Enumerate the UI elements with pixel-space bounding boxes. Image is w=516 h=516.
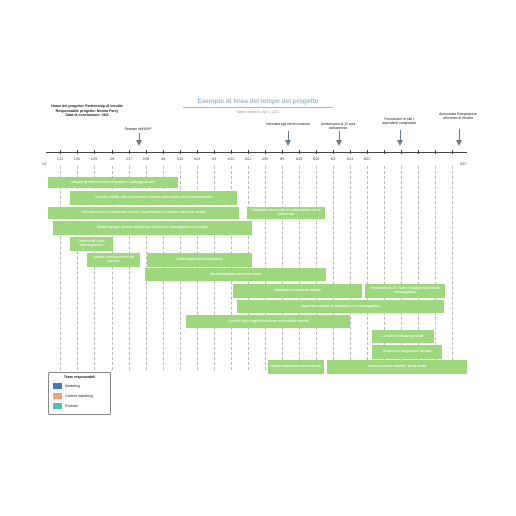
milestone-label: Formazione di tutti i dipendenti completata xyxy=(382,117,416,126)
axis-tick-label: 5/9 xyxy=(279,157,285,161)
milestone-label: Annunciata l'integrazione all'evento di vendita xyxy=(439,112,477,121)
legend-swatch xyxy=(53,393,62,399)
axis-tick xyxy=(401,150,402,154)
legend-item xyxy=(53,393,93,399)
axis-tick xyxy=(163,150,164,154)
grid-line xyxy=(60,166,61,370)
project-end-date: Data di conclusione: 26/4 xyxy=(65,113,109,118)
axis-tick xyxy=(367,150,368,154)
axis-tick xyxy=(282,150,283,154)
axis-tick xyxy=(435,150,436,154)
axis-tick-label: 4/30 xyxy=(261,157,269,161)
task-bar: Mappati gli elementi della campagna e i passaggi ad essi xyxy=(48,177,178,188)
axis-tick xyxy=(333,150,334,154)
milestone-marker xyxy=(336,140,342,146)
project-name: Nome del progetto: Partnership di vendite xyxy=(51,104,123,108)
task-bar: Formazione di CS, Sales e Support sulla nuova messaggistica xyxy=(365,284,445,298)
axis-end-label: 5/27 xyxy=(460,162,467,166)
axis-tick xyxy=(384,150,385,154)
axis-tick-label: 2/8 xyxy=(109,157,115,161)
milestone-marker xyxy=(136,140,142,146)
axis-tick-label: 4/3 xyxy=(211,157,217,161)
grid-line xyxy=(435,166,436,370)
task-bar: Lancio promosso d'ambiti / social media xyxy=(327,360,467,374)
legend-label: Content marketing xyxy=(65,394,93,398)
legend-label: Prodotto xyxy=(65,404,78,408)
grid-line xyxy=(350,166,351,370)
project-info xyxy=(48,104,126,118)
legend xyxy=(48,372,111,415)
task-bar: Aggiornati materiali di marketing con la messaggistica xyxy=(237,300,444,313)
axis-tick xyxy=(265,150,266,154)
axis-tick-label: 3/15 xyxy=(176,157,184,161)
axis-tick xyxy=(452,150,453,154)
axis-tick-label: 4/21 xyxy=(244,157,252,161)
milestone-stem xyxy=(339,131,340,140)
legend-title: Team responsabili xyxy=(63,375,96,379)
milestone-marker xyxy=(397,140,403,146)
axis-tick-label: 3/24 xyxy=(193,157,201,161)
milestone-stem xyxy=(288,131,289,140)
milestone-stem xyxy=(139,133,140,140)
task-bar: Raccolti feedback interni ed esterni xyxy=(145,268,326,281)
milestone-label: Anniversario di 10 anni dall'azienda xyxy=(320,122,356,131)
axis-tick xyxy=(146,150,147,154)
axis-tick-label: 2/17 xyxy=(125,157,133,161)
grid-line xyxy=(333,166,334,370)
axis-tick-label: 1/20 xyxy=(73,157,81,161)
grid-line xyxy=(367,166,368,370)
axis-tick-label: 4/12 xyxy=(227,157,235,161)
axis-tick xyxy=(214,150,215,154)
task-bar: Pubblicato elenco sullo la collaborazione con la partnership xyxy=(247,207,325,219)
axis-tick xyxy=(180,150,181,154)
legend-label: Marketing xyxy=(65,384,80,388)
task-bar: Concetto iniziale sulla concorrenza e stabilire parte chiave per il posizionamento xyxy=(70,191,237,205)
axis-tick xyxy=(94,150,95,154)
legend-item xyxy=(53,403,78,409)
task-bar: Lanciato la release generale xyxy=(372,330,434,343)
milestone-marker xyxy=(456,140,462,146)
task-bar: Sotto-elenco per la partnership con tutti i rappresentanti di vendita e direzione vendite xyxy=(48,207,239,219)
task-bar: Determinati i costi dell'integrazione xyxy=(70,237,113,251)
grid-line xyxy=(452,166,453,370)
axis-tick xyxy=(197,150,198,154)
milestone-stem xyxy=(400,130,401,140)
legend-item xyxy=(53,383,80,389)
axis-tick xyxy=(231,150,232,154)
axis-tick-label: 2/26 xyxy=(142,157,150,161)
legend-swatch xyxy=(53,383,62,389)
title-underline xyxy=(183,107,333,108)
axis-tick xyxy=(129,150,130,154)
axis-tick xyxy=(316,150,317,154)
axis-tick xyxy=(350,150,351,154)
task-bar: Annuncio di integrazione ultimato xyxy=(372,345,442,359)
task-bar: Corretti i bug in seguito sulla base dei feedback raccolti xyxy=(186,315,350,328)
timeline-axis xyxy=(46,152,467,153)
task-bar: Scritta pagina delle integrazioni xyxy=(147,253,252,267)
axis-tick xyxy=(60,150,61,154)
axis-tick xyxy=(418,150,419,154)
axis-tick-label: 1/29 xyxy=(90,157,98,161)
axis-tick-label: 5/18 xyxy=(295,157,303,161)
task-bar: Materiale di formazione ultimato xyxy=(233,284,362,298)
axis-tick-label: 5/26 xyxy=(312,157,320,161)
page-title: Esempio di linea del tempo del progetto xyxy=(197,98,319,105)
axis-tick-label: 6/3 xyxy=(330,157,336,161)
axis-tick-label: 3/6 xyxy=(160,157,166,161)
axis-tick xyxy=(299,150,300,154)
axis-tick-label: 6/22 xyxy=(363,157,371,161)
milestone-label: Release dell'MVP xyxy=(124,127,152,131)
task-bar: Lanciato una nuova beta del prodotto xyxy=(87,253,140,267)
axis-tick-label: 6/13 xyxy=(346,157,354,161)
project-manager: Responsabile progetto: Norma Parry xyxy=(55,108,119,113)
axis-start-label: 1/2 xyxy=(42,162,47,166)
axis-tick xyxy=(112,150,113,154)
milestone-label: Intervista agli utenti concluse xyxy=(266,122,310,126)
axis-tick-label: 1/11 xyxy=(56,157,64,161)
legend-swatch xyxy=(53,403,62,409)
task-bar: Avviata distribuzione sul contenuto xyxy=(268,360,324,374)
axis-tick xyxy=(248,150,249,154)
axis-tick xyxy=(77,150,78,154)
task-bar: Stabilire gruppo di tester affidabili per feedback e messaggistica sul prodotto xyxy=(53,221,252,235)
milestone-stem xyxy=(459,129,460,140)
page-subtitle: Martin Sneddow | Apr 1, 2021 xyxy=(237,110,279,114)
milestone-marker xyxy=(285,140,291,146)
